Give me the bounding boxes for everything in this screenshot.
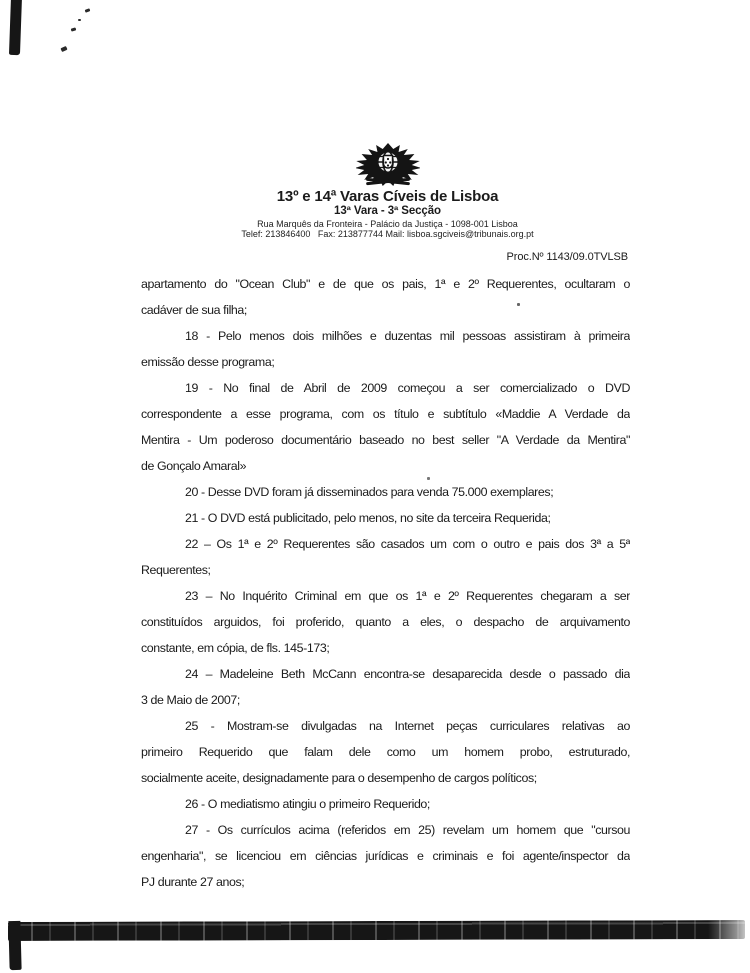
- body-line: 18 - Pelo menos dois milhões e duzentas mil pessoas assistiram à primeira: [185, 329, 630, 343]
- body-line: 24 – Madeleine Beth McCann encontra-se desaparecida desde o passado dia: [185, 667, 630, 681]
- scan-speck: [71, 27, 77, 31]
- body-line: 20 - Desse DVD foram já disseminados para venda 75.000 exemplares;: [185, 485, 554, 499]
- body-line: 3 de Maio de 2007;: [141, 693, 240, 707]
- scan-artifact-top-left-mark: [9, 0, 22, 55]
- body-line: socialmente aceite, designadamente para o desempenho de cargos políticos;: [141, 771, 537, 785]
- body-line: 26 - O mediatismo atingiu o primeiro Requerido;: [185, 797, 430, 811]
- body-line: 21 - O DVD está publicitado, pelo menos, no site da terceira Requerida;: [185, 511, 551, 525]
- court-title: 13º e 14ª Varas Cíveis de Lisboa: [276, 188, 499, 205]
- body-line: Mentira - Um poderoso documentário baseado no best seller "A Verdade da Mentira": [141, 433, 630, 447]
- body-line: apartamento do "Ocean Club" e de que os pais, 1ª e 2º Requerentes, ocultaram o: [141, 277, 630, 291]
- body-line: primeiro Requerido que falam dele como um homem probo, estruturado,: [141, 745, 630, 759]
- body-line: de Gonçalo Amaral»: [141, 459, 247, 473]
- body-line: 25 - Mostram-se divulgadas na Internet peças curriculares relativas ao: [185, 719, 630, 733]
- court-subtitle: 13ª Vara - 3ª Secção: [334, 205, 441, 217]
- process-number: Proc.Nº 1143/09.0TVLSB: [506, 251, 628, 263]
- body-line: 23 – No Inquérito Criminal em que os 1ª e 2º Requerentes chegaram a ser: [185, 589, 630, 603]
- body-line: cadáver de sua filha;: [141, 303, 247, 317]
- scan-speck: [78, 19, 81, 21]
- scan-artifact-bottom-left-mark: [8, 921, 21, 970]
- body-line: 19 - No final de Abril de 2009 começou a ser comercializado o DVD: [185, 381, 630, 395]
- body-line: PJ durante 27 anos;: [141, 875, 245, 889]
- court-contact: Telef: 213846400 Fax: 213877744 Mail: lisboa.sgciveis@tribunais.org.pt: [241, 229, 534, 239]
- document-body: [141, 271, 630, 895]
- body-line: constituídos arguidos, foi proferido, quanto a eles, o despacho de arquivamento: [141, 615, 630, 629]
- court-address: Rua Marquês da Fronteira - Palácio da Justiça - 1098-001 Lisboa: [257, 219, 518, 229]
- scan-speck: [85, 8, 91, 13]
- body-line: Requerentes;: [141, 563, 211, 577]
- body-line: emissão desse programa;: [141, 355, 275, 369]
- scan-artifact-bottom-bar: [8, 920, 745, 941]
- scan-speck: [60, 46, 67, 52]
- body-line: constante, em cópia, de fls. 145-173;: [141, 641, 330, 655]
- body-line: 27 - Os currículos acima (referidos em 25) revelam um homem que "cursou: [185, 823, 630, 837]
- portugal-coat-of-arms-icon: [356, 140, 420, 188]
- body-line: 22 – Os 1ª e 2º Requerentes são casados um com o outro e pais dos 3ª a 5ª: [185, 537, 630, 551]
- body-line: correspondente a esse programa, com os título e subtítulo «Maddie A Verdade da: [141, 407, 630, 421]
- body-line: engenharia", se licenciou em ciências jurídicas e criminais e foi agente/inspector da: [141, 849, 630, 863]
